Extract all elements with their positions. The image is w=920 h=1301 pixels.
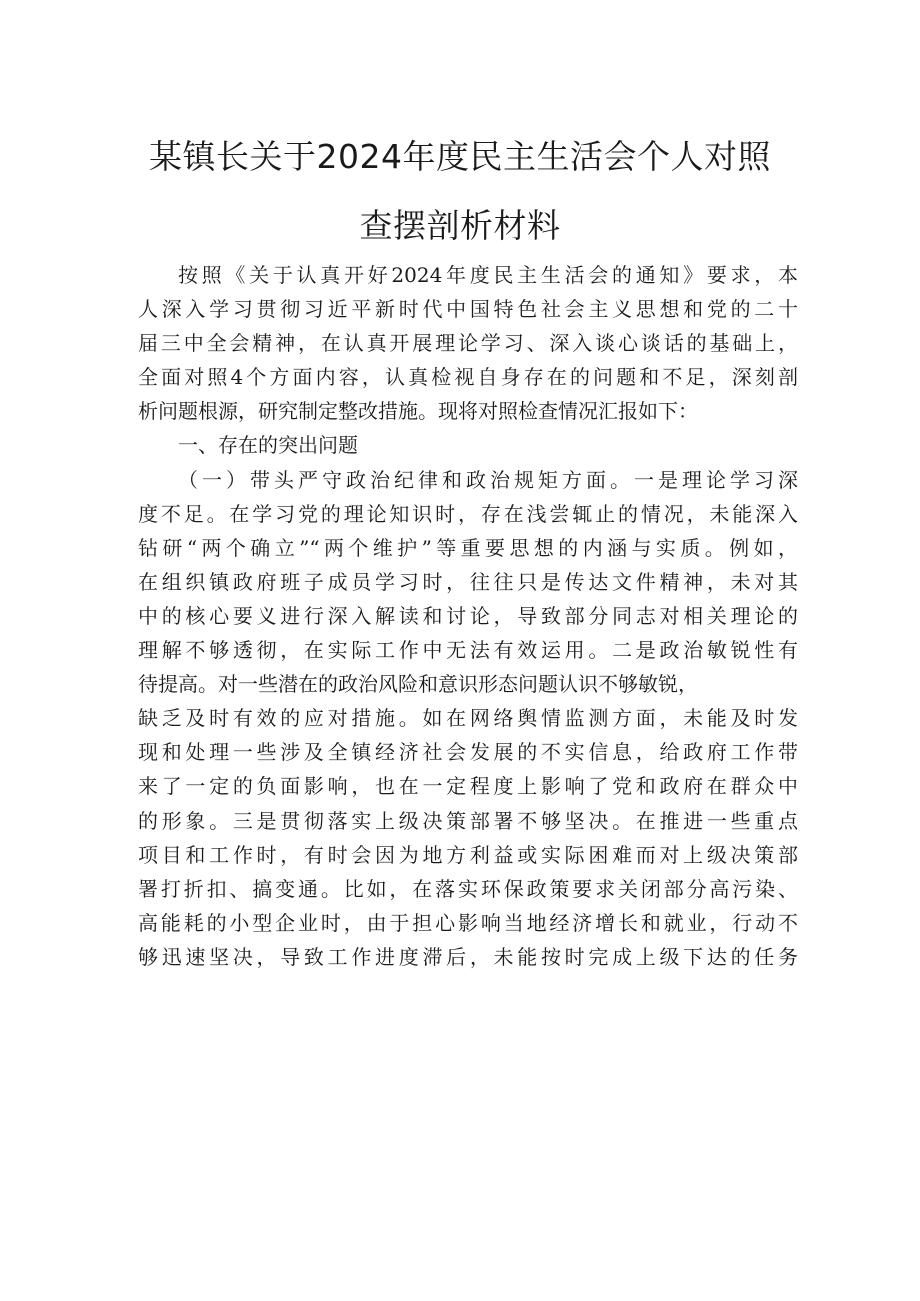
section-1-paragraph [138, 463, 798, 974]
intro-line: 析问题根源，研究制定整改措施。现将对照检查情况汇报如下： [138, 399, 698, 424]
section-1-line: 待提高。对一些潜在的政治风险和意识形态问题认识不够敏锐， [138, 672, 698, 697]
intro-line: 全面对照4个方面内容，认真检视自身存在的问题和不足，深刻剖 [138, 365, 798, 390]
section-1-line: 在组织镇政府班子成员学习时，往往只是传达文件精神，未对其 [138, 569, 798, 594]
section-1-line: 钻研“两个确立”“两个维护”等重要思想的内涵与实质。例如， [138, 535, 798, 560]
section-1-line: 来了一定的负面影响，也在一定程度上影响了党和政府在群众中 [138, 774, 798, 799]
section-1-line: 中的核心要义进行深入解读和讨论，导致部分同志对相关理论的 [138, 603, 798, 628]
intro-paragraph [138, 258, 798, 428]
section-1-line: 项目和工作时，有时会因为地方利益或实际困难而对上级决策部 [138, 842, 798, 867]
section-1-line: 现和处理一些涉及全镇经济社会发展的不实信息，给政府工作带 [138, 740, 798, 765]
document-title-line-2: 查摆剖析材料 [359, 206, 561, 245]
section-1-line: 的形象。三是贯彻落实上级决策部署不够坚决。在推进一些重点 [138, 808, 798, 833]
section-1-line: 缺乏及时有效的应对措施。如在网络舆情监测方面，未能及时发 [138, 706, 798, 731]
intro-line: 届三中全会精神，在认真开展理论学习、深入谈心谈话的基础上， [138, 331, 798, 356]
section-1-line: 理解不够透彻，在实际工作中无法有效运用。二是政治敏锐性有 [138, 638, 798, 663]
section-1-line: 够迅速坚决，导致工作进度滞后，未能按时完成上级下达的任务 [138, 944, 798, 969]
section-1-line: （一）带头严守政治纪律和政治规矩方面。一是理论学习深 [178, 467, 798, 492]
document-title-line-1: 某镇长关于2024年度民主生活会个人对照 [149, 137, 771, 176]
intro-line: 按照《关于认真开好2024年度民主生活会的通知》要求，本 [178, 263, 798, 287]
section-heading: 一、存在的突出问题 [178, 433, 358, 458]
section-1-line: 署打折扣、搞变通。比如，在落实环保政策要求关闭部分高污染、 [138, 876, 798, 901]
intro-line: 人深入学习贯彻习近平新时代中国特色社会主义思想和党的二十 [138, 297, 798, 322]
section-1-line: 高能耗的小型企业时，由于担心影响当地经济增长和就业，行动不 [138, 910, 798, 935]
section-1-line: 度不足。在学习党的理论知识时，存在浅尝辄止的情况，未能深入 [138, 501, 798, 526]
document-body [138, 258, 798, 974]
